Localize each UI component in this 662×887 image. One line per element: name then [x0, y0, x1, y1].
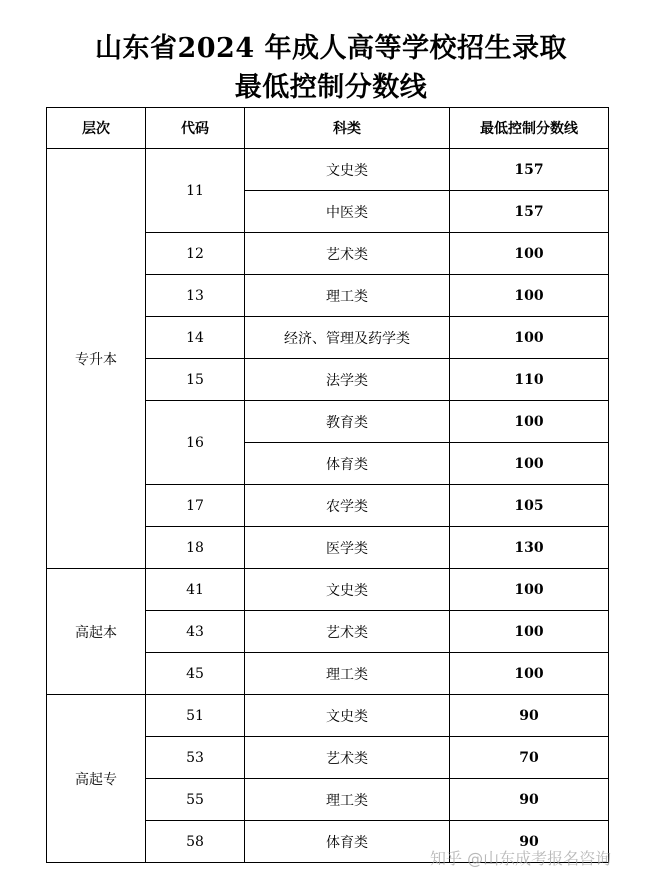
code-cell: 13 [146, 275, 245, 317]
code-cell: 12 [146, 233, 245, 275]
subject-cell: 文史类 [245, 569, 450, 611]
code-cell: 43 [146, 611, 245, 653]
score-cell: 90 [450, 695, 609, 737]
score-cell: 100 [450, 317, 609, 359]
score-cell: 100 [450, 233, 609, 275]
subject-cell: 理工类 [245, 275, 450, 317]
subject-cell: 农学类 [245, 485, 450, 527]
header-score: 最低控制分数线 [450, 108, 609, 149]
score-cell: 105 [450, 485, 609, 527]
score-cell: 100 [450, 443, 609, 485]
code-cell: 41 [146, 569, 245, 611]
score-table [46, 107, 609, 863]
subject-cell: 理工类 [245, 653, 450, 695]
code-cell: 55 [146, 779, 245, 821]
table-row [47, 569, 609, 611]
watermark-text: 知乎 @山东成考报名咨询 [430, 849, 612, 868]
subject-cell: 艺术类 [245, 611, 450, 653]
code-cell: 51 [146, 695, 245, 737]
subject-cell: 医学类 [245, 527, 450, 569]
code-cell: 17 [146, 485, 245, 527]
score-cell: 100 [450, 569, 609, 611]
level-cell: 高起专 [47, 695, 146, 863]
level-cell: 高起本 [47, 569, 146, 695]
score-cell: 100 [450, 275, 609, 317]
code-cell: 15 [146, 359, 245, 401]
subject-cell: 法学类 [245, 359, 450, 401]
score-cell: 157 [450, 149, 609, 191]
subject-cell: 文史类 [245, 695, 450, 737]
header-level: 层次 [47, 108, 146, 149]
table-header-row [47, 108, 609, 149]
header-subject: 科类 [245, 108, 450, 149]
subject-cell: 艺术类 [245, 233, 450, 275]
score-cell: 70 [450, 737, 609, 779]
subject-cell: 文史类 [245, 149, 450, 191]
score-table-body [47, 108, 609, 863]
subject-cell: 中医类 [245, 191, 450, 233]
subject-cell: 体育类 [245, 443, 450, 485]
level-cell: 专升本 [47, 149, 146, 569]
page-title-line2: 最低控制分数线 [234, 72, 428, 103]
subject-cell: 体育类 [245, 821, 450, 863]
code-cell: 11 [146, 149, 245, 233]
score-cell: 157 [450, 191, 609, 233]
code-cell: 53 [146, 737, 245, 779]
score-cell: 130 [450, 527, 609, 569]
subject-cell: 教育类 [245, 401, 450, 443]
score-cell: 90 [450, 779, 609, 821]
header-code: 代码 [146, 108, 245, 149]
code-cell: 58 [146, 821, 245, 863]
score-cell: 100 [450, 611, 609, 653]
subject-cell: 理工类 [245, 779, 450, 821]
code-cell: 14 [146, 317, 245, 359]
table-row [47, 695, 609, 737]
code-cell: 18 [146, 527, 245, 569]
score-cell: 110 [450, 359, 609, 401]
subject-cell: 艺术类 [245, 737, 450, 779]
score-cell: 100 [450, 653, 609, 695]
table-row [47, 149, 609, 191]
code-cell: 45 [146, 653, 245, 695]
score-cell: 90 [450, 821, 609, 863]
page-title-line1: 山东省2024 年成人高等学校招生录取 [94, 33, 568, 64]
subject-cell: 经济、管理及药学类 [245, 317, 450, 359]
score-cell: 100 [450, 401, 609, 443]
code-cell: 16 [146, 401, 245, 485]
